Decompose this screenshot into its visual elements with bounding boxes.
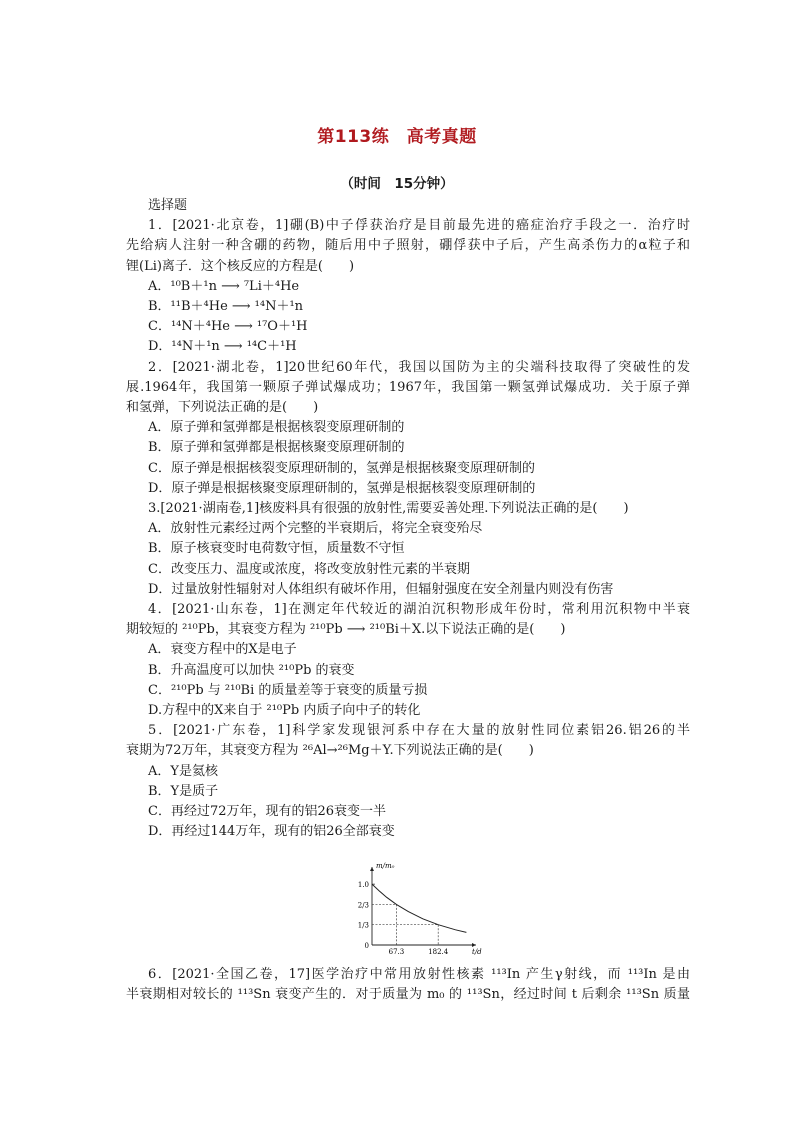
q4-line2: 期较短的 ²¹⁰Pb，其衰变方程为 ²¹⁰Pb ⟶ ²¹⁰Bi＋X.以下说法正确的是( ) <box>126 622 566 638</box>
q2-option-d: D．原子弹是根据核聚变原理研制的，氢弹是根据核裂变原理研制的 <box>148 480 536 496</box>
q1-option-d: D．¹⁴N＋¹n ⟶ ¹⁴C＋¹H <box>148 339 297 355</box>
y-axis-arrow <box>370 867 374 871</box>
q3-line1: 3.[2021·湖南卷,1]核废料具有很强的放射性,需要妥善处理.下列说法正确的是( ) <box>148 501 629 517</box>
q3-option-c: C．改变压力、温度或浓度，将改变放射性元素的半衰期 <box>148 561 470 577</box>
q4-option-a: A．衰变方程中的X是电子 <box>148 642 297 658</box>
q1-option-a: A．¹⁰B＋¹n ⟶ ⁷Li＋⁴He <box>148 278 300 294</box>
x-axis-label: t/d <box>472 948 482 956</box>
q1-option-b: B．¹¹B＋⁴He ⟶ ¹⁴N＋¹n <box>148 299 304 315</box>
q5-option-c: C．再经过72万年，现有的铝26衰变一半 <box>148 804 387 820</box>
q1-line1: 1．[2021·北京卷，1]硼(B)中子俘获治疗是目前最先进的癌症治疗手段之一．治疗时 <box>148 218 690 234</box>
section-heading: 选择题 <box>148 198 188 213</box>
q5-line1: 5．[2021·广东卷，1]科学家发现银河系中存在大量的放射性同位素铝26.铝26的半 <box>148 723 690 739</box>
q4-option-d: D.方程中的X来自于 ²¹⁰Pb 内质子向中子的转化 <box>148 703 421 719</box>
time-subtitle: （时间 15分钟） <box>340 176 454 192</box>
q2-option-a: A．原子弹和氢弹都是根据核裂变原理研制的 <box>148 420 405 436</box>
y-tick-label: 1/3 <box>357 921 369 930</box>
q2-line3: 和氢弹，下列说法正确的是( ) <box>126 400 319 416</box>
q4-option-b: B．升高温度可以加快 ²¹⁰Pb 的衰变 <box>148 662 355 678</box>
q2-option-c: C．原子弹是根据核裂变原理研制的，氢弹是根据核聚变原理研制的 <box>148 460 535 476</box>
q2-option-b: B．原子弹和氢弹都是根据核聚变原理研制的 <box>148 440 405 456</box>
q5-line2: 衰期为72万年，其衰变方程为 ²⁶Al→²⁶Mg＋Y.下列说法正确的是( ) <box>126 743 534 759</box>
y-tick-label: 1.0 <box>357 881 369 890</box>
x-tick-label: 67.3 <box>388 948 405 956</box>
q4-line1: 4．[2021·山东卷，1]在测定年代较近的湖泊沉积物形成年份时，常利用沉积物中半衰 <box>148 602 690 618</box>
page-title: 第113练 高考真题 <box>317 127 477 147</box>
q6-line2: 半衰期相对较长的 ¹¹³Sn 衰变产生的．对于质量为 m₀ 的 ¹¹³Sn，经过时间 t 后剩余 ¹¹³Sn 质量 <box>126 986 690 1002</box>
y-axis-label: m/m₀ <box>376 862 395 870</box>
q5-option-d: D．再经过144万年，现有的铝26全部衰变 <box>148 824 395 840</box>
y-tick-label: 2/3 <box>357 901 369 910</box>
q2-line1: 2．[2021·湖北卷，1]20世纪60年代，我国以国防为主的尖端科技取得了突破性的发 <box>148 359 690 375</box>
q1-line2: 先给病人注射一种含硼的药物，随后用中子照射，硼俘获中子后，产生高杀伤力的α粒子和 <box>126 238 690 254</box>
q4-option-c: C．²¹⁰Pb 与 ²¹⁰Bi 的质量差等于衰变的质量亏损 <box>148 682 428 698</box>
q1-option-c: C．¹⁴N＋⁴He ⟶ ¹⁷O＋¹H <box>148 319 308 335</box>
q3-option-d: D．过量放射性辐射对人体组织有破坏作用，但辐射强度在安全剂量内则没有伤害 <box>148 581 614 597</box>
q3-option-a: A．放射性元素经过两个完整的半衰期后，将完全衰变殆尽 <box>148 521 483 537</box>
q5-option-b: B．Y是质子 <box>148 783 219 799</box>
decay-curve-chart <box>340 860 480 960</box>
decay-curve-line <box>372 884 466 932</box>
x-tick-label: 182.4 <box>428 948 449 956</box>
q1-line3: 锂(Li)离子．这个核反应的方程是( ) <box>126 258 355 274</box>
q3-option-b: B．原子核衰变时电荷数守恒，质量数不守恒 <box>148 541 405 557</box>
x-axis-arrow <box>472 943 476 947</box>
q5-option-a: A．Y是氦核 <box>148 763 218 779</box>
q2-line2: 展.1964年，我国第一颗原子弹试爆成功；1967年，我国第一颗氢弹试爆成功．关于原子弹 <box>126 379 690 395</box>
y-tick-label: 0 <box>364 942 369 950</box>
q6-line1: 6．[2021·全国乙卷，17]医学治疗中常用放射性核素 ¹¹³In 产生γ射线，而 ¹¹³In 是由 <box>148 966 690 982</box>
